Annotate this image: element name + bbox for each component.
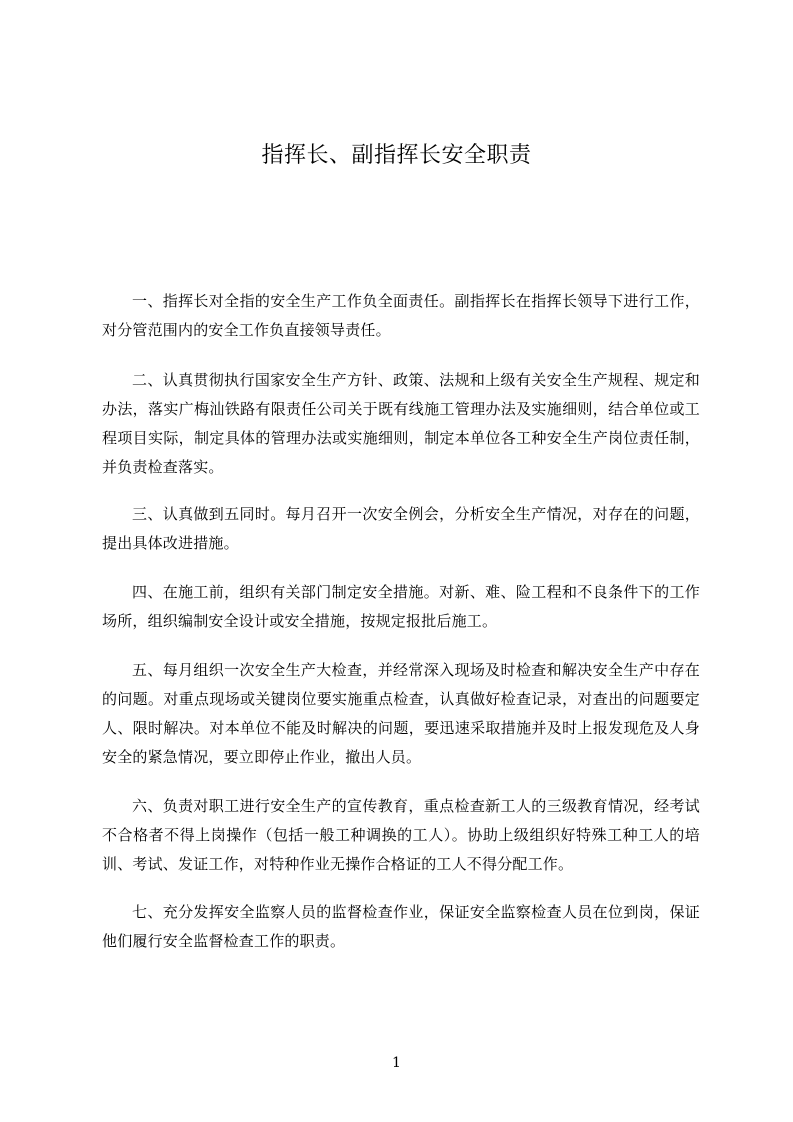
section-paragraph-5: 五、每月组织一次安全生产大检查，并经常深入现场及时检查和解决安全生产中存在的问题。对重点现场或关键岗位要实施重点检查，认真做好检查记录，对查出的问题要定人、限时解决。对本单位不能及时解决的问题，要迅速采取措施并及时上报发现危及人身安全的紧急情况，要立即停止作业，撤出人员。 (102, 661, 700, 766)
section-paragraph-4: 四、在施工前，组织有关部门制定安全措施。对新、难、险工程和不良条件下的工作场所，组织编制安全设计或安全措施，按规定报批后施工。 (102, 583, 700, 630)
section-paragraph-1: 一、指挥长对全指的安全生产工作负全面责任。副指挥长在指挥长领导下进行工作，对分管范围内的安全工作负直接领导责任。 (102, 292, 700, 339)
section-paragraph-3: 三、认真做到五同时。每月召开一次安全例会，分析安全生产情况，对存在的问题，提出具体改进措施。 (102, 505, 700, 552)
page-number: 1 (392, 1055, 401, 1071)
section-paragraph-6: 六、负责对职工进行安全生产的宣传教育，重点检查新工人的三级教育情况，经考试不合格者不得上岗操作（包括一般工种调换的工人）。协助上级组织好特殊工种工人的培训、考试、发证工作，对特种作业无操作合格证的工人不得分配工作。 (102, 797, 700, 873)
document-title: 指挥长、副指挥长安全职责 (261, 143, 532, 168)
section-paragraph-2: 二、认真贯彻执行国家安全生产方针、政策、法规和上级有关安全生产规程、规定和办法，落实广梅汕铁路有限责任公司关于既有线施工管理办法及实施细则，结合单位或工程项目实际，制定具体的管理办法或实施细则，制定本单位各工种安全生产岗位责任制，并负责检查落实。 (102, 371, 700, 476)
section-paragraph-7: 七、充分发挥安全监察人员的监督检查作业，保证安全监察检查人员在位到岗，保证他们履行安全监督检查工作的职责。 (102, 903, 700, 950)
